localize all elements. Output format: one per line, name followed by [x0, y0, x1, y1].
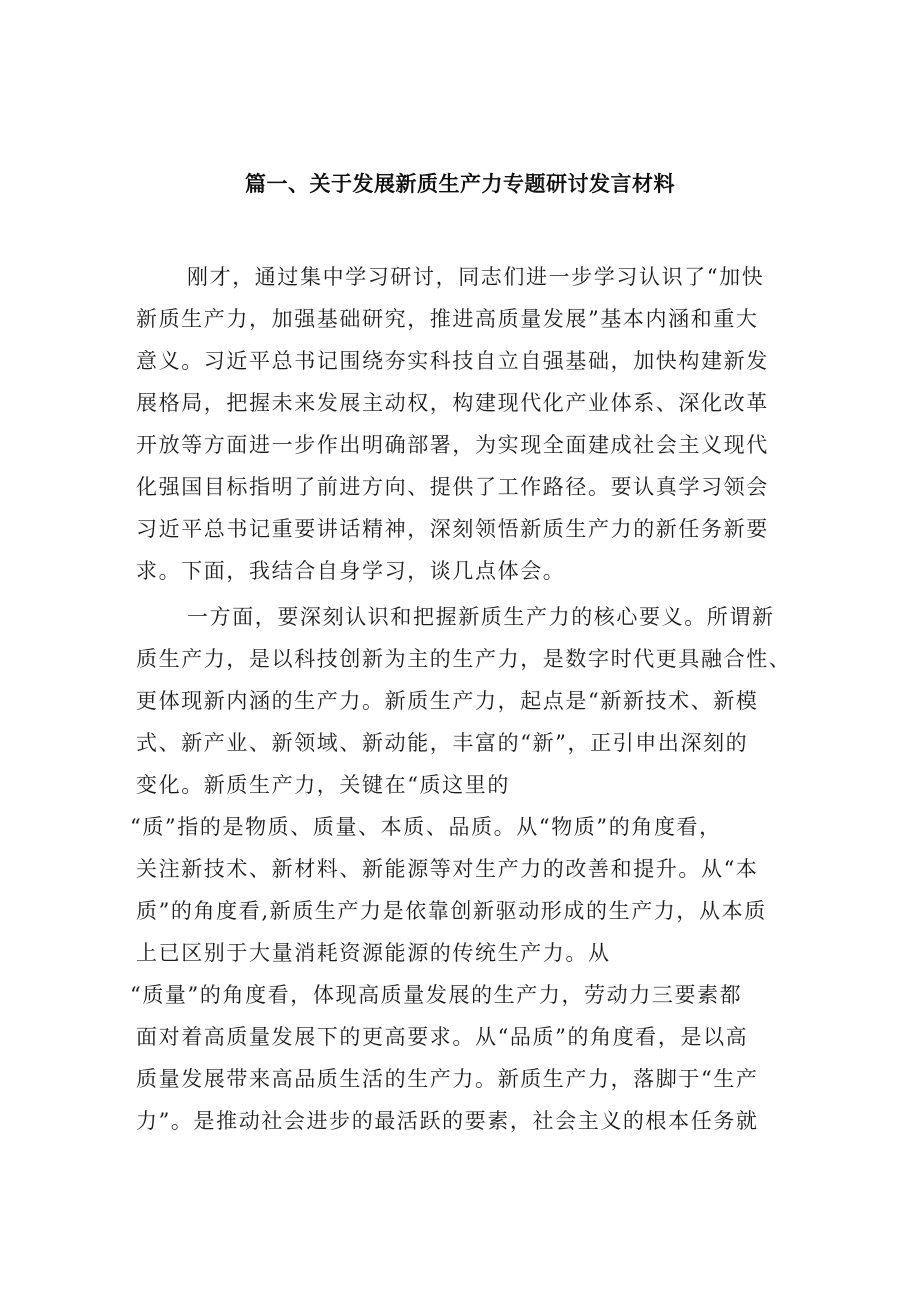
text-line: 求。下面，我结合自身学习，谈几点体会。 — [136, 559, 566, 583]
text-line: 质量发展带来高品质生活的生产力。新质生产力，落脚于“生产 — [136, 1067, 759, 1091]
text-line: 刚才，通过集中学习研讨，同志们进一步学习认识了“加快 — [187, 265, 765, 289]
text-line: 习近平总书记重要讲话精神，深刻领悟新质生产力的新任务新要 — [136, 517, 769, 541]
text-line: 开放等方面进一步作出明确部署，为实现全面建成社会主义现代 — [136, 433, 769, 457]
text-line: 质生产力，是以科技创新为主的生产力，是数字时代更具融合性、 — [136, 647, 792, 671]
text-line: 面对着高质量发展下的更高要求。从“品质”的角度看，是以高 — [136, 1025, 749, 1049]
text-line: 一方面，要深刻认识和把握新质生产力的核心要义。所谓新 — [187, 605, 775, 629]
text-line: 力”。是推动社会进步的最活跃的要素，社会主义的根本任务就 — [136, 1109, 759, 1133]
text-line: “质量”的角度看，体现高质量发展的生产力，劳动力三要素都 — [130, 983, 743, 1007]
text-line: 关注新技术、新材料、新能源等对生产力的改善和提升。从“本 — [136, 857, 759, 881]
text-line: 质”的角度看,新质生产力是依靠创新驱动形成的生产力，从本质 — [136, 899, 767, 923]
text-line: 展格局，把握未来发展主动权，构建现代化产业体系、深化改革 — [136, 391, 769, 415]
text-line: 意义。习近平总书记围绕夯实科技自立自强基础，加快构建新发 — [136, 349, 769, 373]
text-line: 新质生产力，加强基础研究，推进高质量发展”基本内涵和重大 — [136, 307, 759, 331]
document-title: 篇一、关于发展新质生产力专题研讨发言材料 — [245, 172, 675, 196]
text-line: 式、新产业、新领域、新动能，丰富的“新”，正引申出深刻的 — [136, 731, 749, 755]
text-line: 化强国目标指明了前进方向、提供了工作路径。要认真学习领会 — [136, 475, 769, 499]
text-line: 上已区别于大量消耗资源能源的传统生产力。从 — [136, 941, 611, 965]
text-line: “质”指的是物质、质量、本质、品质。从“物质”的角度看， — [130, 815, 722, 839]
text-line: 更体现新内涵的生产力。新质生产力，起点是“新新技术、新模 — [136, 689, 759, 713]
text-line: 变化。新质生产力，关键在“质这里的 — [136, 773, 510, 797]
